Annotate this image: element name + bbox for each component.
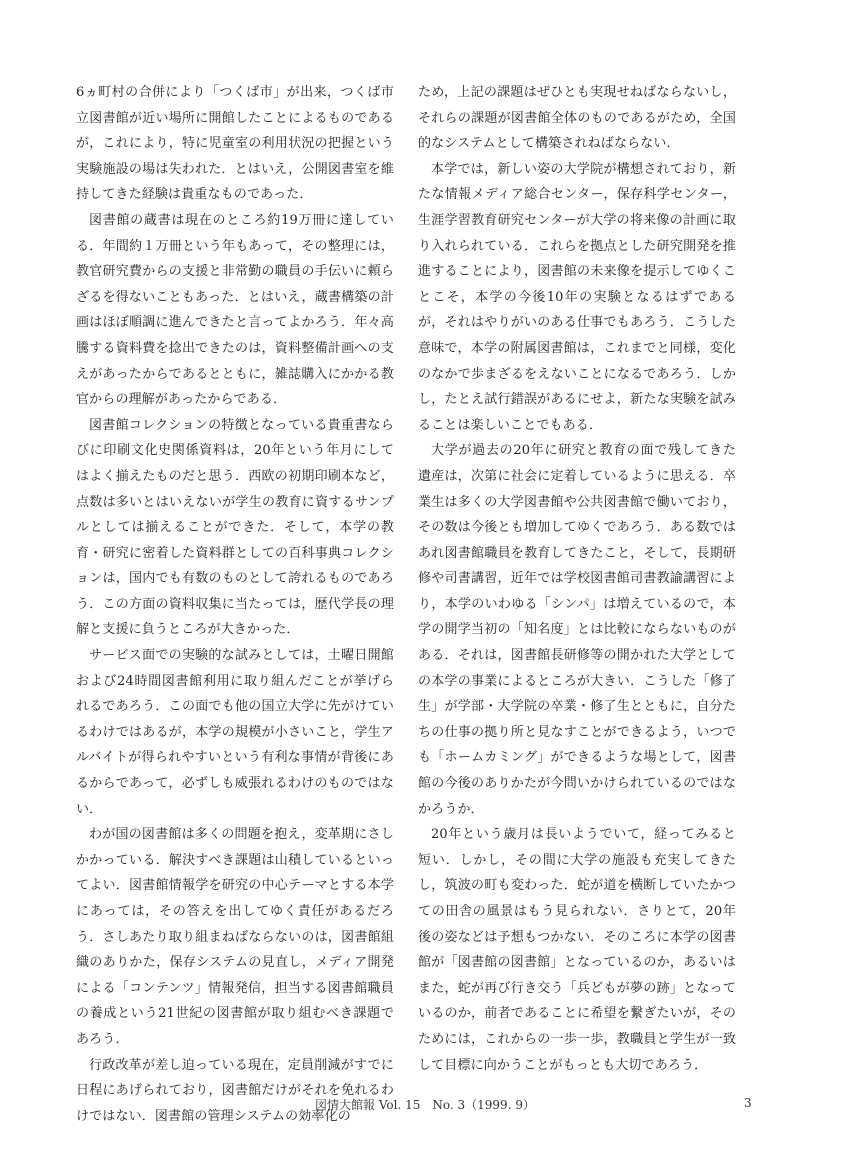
journal-citation: 図情大館報 Vol. 15 No. 3（1999. 9） [315,1098,535,1112]
paragraph: ため，上記の課題はぜひとも実現せねばならないし，それらの課題が図書館全体のものであるがため，全国的なシステムとして構築されねばならない． [418,85,736,152]
paragraph: わが国の図書館は多くの問題を抱え，変革期にさしかかっている．解決すべき課題は山積しているといってよい．図書館情報学を研究の中心テーマとする本学にあっては，その答えを出してゆく責任があるだろう．さしあたり取り組まねばならないのは，図書館組織のありかた，保存システムの見直し，メディア開発による「コンテンツ」情報発信，担当する図書館職員の養成という21世紀の図書館が取り組むべき課題であろう． [76,827,394,1047]
page-number: 3 [744,1096,752,1110]
page-footer [0,1096,850,1116]
paragraph: 図書館コレクションの特徴となっている貴重書ならびに印刷文化史関係資料は，20年という年月にしてはよく揃えたものだと思う．西欧の初期印刷本など，点数は多いとはいえないが学生の教育に資するサンプルとしては揃えることができた．そして，本学の教育・研究に密着した資料群としての百科事典コレクションは，国内でも有数のものとして誇れるものであろう．この方面の資料収集に当たっては，歴代学長の理解と支援に負うところが大きかった． [76,417,394,638]
paragraph: 大学が過去の20年に研究と教育の面で残してきた遺産は，次第に社会に定着しているように思える．卒業生は多くの大学図書館や公共図書館で働いており，その数は今後とも増加してゆくであろう．ある数ではあれ図書館職員を教育してきたこと，そして，長期研修や司書講習，近年では学校図書館司書教諭講習により，本学のいわゆる「シンパ」は増えているので，本学の開学当初の「知名度」とは比較にならないものがある．それは，図書館長研修等の開かれた大学としての本学の事業によるところが大きい．こうした「修了生」が学部・大学院の卒業・修了生とともに，自分たちの仕事の拠り所と見なすことができるよう，いつでも「ホームカミング」ができるような場として，図書館の今後のありかたが今問いかけられているのではなかろうか． [418,443,736,817]
paragraph: 図書館の蔵書は現在のところ約19万冊に達している．年間約１万冊という年もあって，その整理には，教官研究費からの支援と非常勤の職員の手伝いに頼らざるを得ないこともあった．とはいえ，蔵書構築の計画はほぼ順調に進んできたと言ってよかろう．年々高騰する資料費を捻出できたのは，資料整備計画への支えがあったからであるとともに，雑誌購入にかかる教官からの理解があったからである． [76,212,394,408]
paragraph: 6ヵ町村の合併により「つくば市」が出来，つくば市立図書館が近い場所に開館したことによるものであるが，これにより，特に児童室の利用状況の把握という実験施設の場は失われた．とはいえ，公開図書室を維持してきた経験は貴重なものであった． [76,85,394,203]
paragraph: 行政改革が差し迫っている現在，定員削減がすでに日程にあげられており，図書館だけがそれを免れるわけではない．図書館の管理システムの効率化の [76,1057,394,1124]
paragraph: サービス面での実験的な試みとしては，土曜日開館および24時間図書館利用に取り組んだことが挙げられるであろう．この面でも他の国立大学に先がけているわけではあるが，本学の規模が小さいこと，学生アルバイトが得られやすいという有利な事情が背後にあるからであって，必ずしも威張れるわけのものではない． [76,648,394,817]
left-column [76,80,394,1129]
paragraph: 本学では，新しい姿の大学院が構想されており，新たな情報メディア総合センター，保存科学センター，生涯学習教育研究センターが大学の将来像の計画に取り入れられている．これらを拠点とした研究開発を推進することにより，図書館の未来像を提示してゆくことこそ，本学の今後10年の実験となるはずであるが，それはやりがいのある仕事でもあろう．こうした意味で，本学の附属図書館は，これまでと同様，変化のなかで歩まざるをえないことになるであろう．しかし，たとえ試行錯誤があるにせよ，新たな実験を試みることは楽しいことでもある． [418,161,736,433]
paragraph: 20年という歳月は長いようでいて，経ってみると短い．しかし，その間に大学の施設も充実してきたし，筑波の町も変わった．蛇が道を横断していたかつての田舎の風景はもう見られない．さりとて，20年後の姿などは予想もつかない．そのころに本学の図書館が「図書館の図書館」となっているのか，あるいはまた，蛇が再び行き交う「兵どもが夢の跡」となっているのか，前者であることに希望を繋ぎたいが，そのためには，これからの一歩一歩，教職員と学生が一致して目標に向かうことがもっとも大切であろう． [418,827,736,1073]
right-column [418,80,736,1078]
